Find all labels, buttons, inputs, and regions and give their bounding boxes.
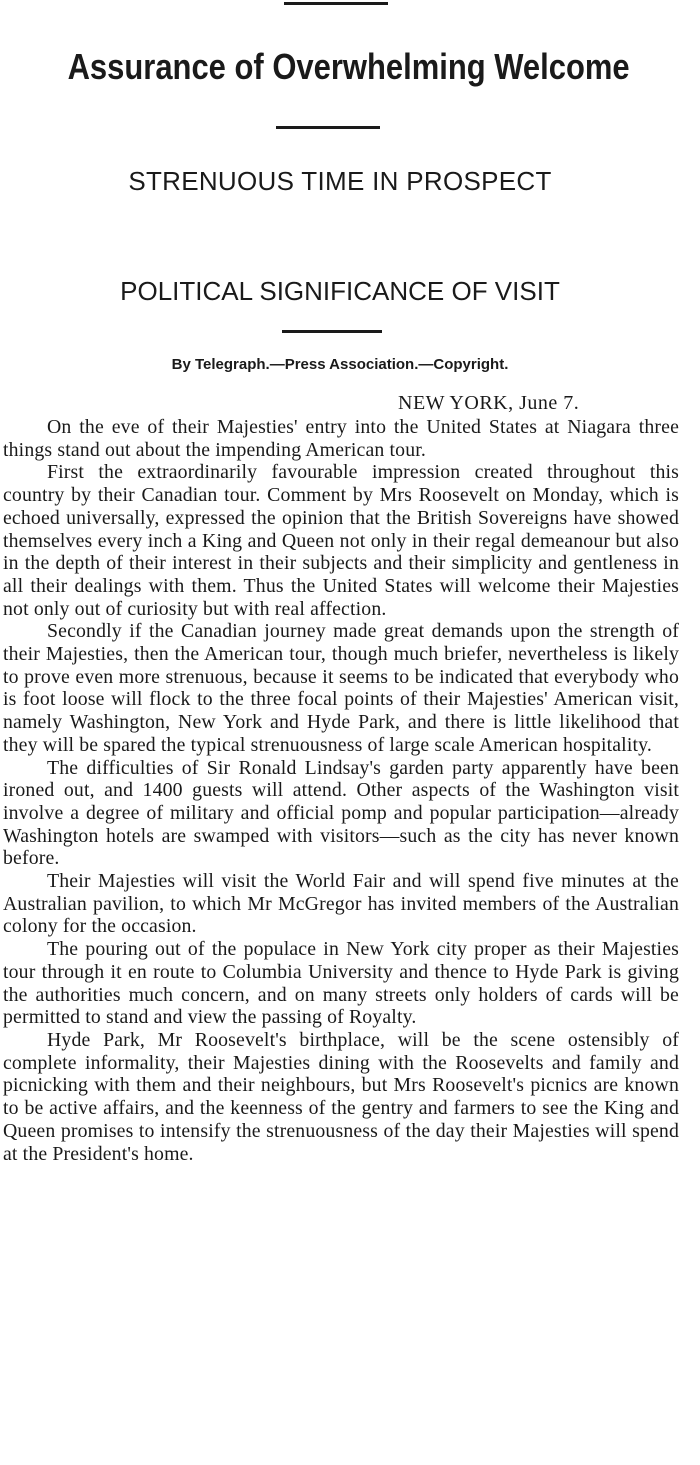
paragraph: Secondly if the Canadian journey made great demands upon the strength of their Majesties, then the American tour, though much briefer, nevertheless is likely to prove even more strenuous, because it seems to be indicated that everybody who is foot loose will flock to the three focal points of their Majesties' American visit, namely Washington, New York and Hyde Park, and there is little likelihood that they will be spared the typical strenuousness of large scale American hospitality. <box>3 620 679 756</box>
subheading-strenuous: STRENUOUS TIME IN PROSPECT <box>128 166 552 196</box>
byline: By Telegraph.—Press Association.—Copyright. <box>171 356 509 373</box>
headline-rule <box>276 126 380 129</box>
paragraph: Hyde Park, Mr Roosevelt's birthplace, will be the scene ostensibly of complete informality, their Majesties dining with the Roosevelts and family and picnicking with them and their neighbours, but Mrs Roosevelt's picnics are known to be active affairs, and the keenness of the gentry and farmers to see the King and Queen promises to intensify the strenuousness of the day their Majesties will spend at the President's home. <box>3 1028 679 1165</box>
paragraph: On the eve of their Majesties' entry into the United States at Niagara three things stand out about the impending American tour. <box>3 416 679 461</box>
subheading-rule <box>282 330 382 333</box>
subheading-political: POLITICAL SIGNIFICANCE OF VISIT <box>120 276 560 306</box>
headline: Assurance of Overwhelming Welcome <box>67 46 630 87</box>
paragraph: The difficulties of Sir Ronald Lindsay's garden party apparently have been ironed out, and 1400 guests will attend. Other aspects of the Washington visit involve a degree of military and official pomp and popular participation—already Washington hotels are swamped with visitors—such as the city has never known before. <box>3 756 679 870</box>
paragraph: Their Majesties will visit the World Fair and will spend five minutes at the Australian pavilion, to which Mr McGregor has invited members of the Australian colony for the occasion. <box>3 870 679 938</box>
dateline: NEW YORK, June 7. <box>398 392 580 414</box>
top-rule <box>284 2 388 5</box>
article-body <box>3 416 679 1165</box>
paragraph: The pouring out of the populace in New York city proper as their Majesties tour through it en route to Columbia University and thence to Hyde Park is giving the authorities much concern, and on many streets only holders of cards will be permitted to stand and view the passing of Royalty. <box>3 938 679 1029</box>
paragraph: First the extraordinarily favourable impression created throughout this country by their Canadian tour. Comment by Mrs Roosevelt on Monday, which is echoed universally, expressed the opinion that the British Sovereigns have showed themselves every inch a King and Queen not only in their regal demeanour but also in the depth of their interest in their subjects and their simplicity and gentleness in all their dealings with them. Thus the United States will welcome their Majesties not only out of curiosity but with real affection. <box>3 461 679 620</box>
